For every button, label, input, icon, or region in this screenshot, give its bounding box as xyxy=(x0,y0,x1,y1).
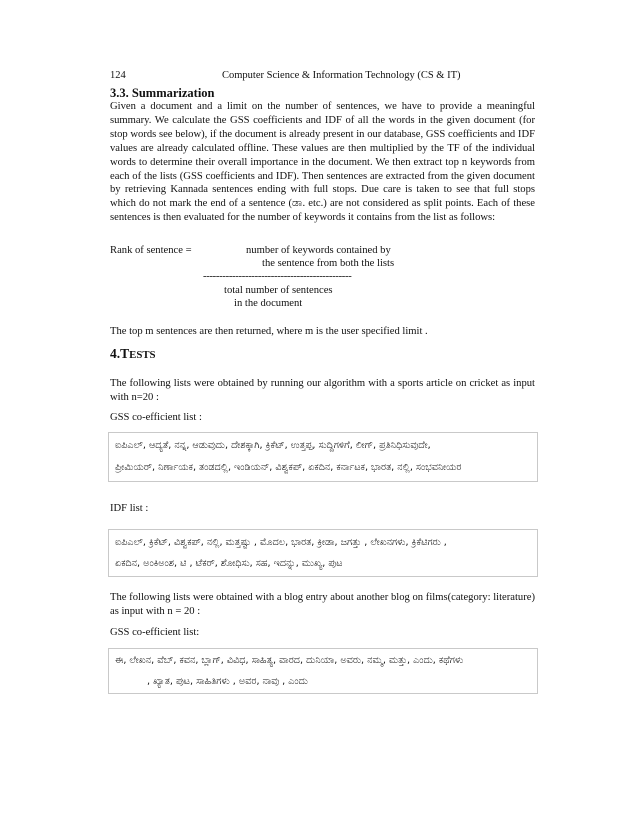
gss-list-2-line-1: ಈ, ಲೇಖನ, ವೆಬ್, ಕವನ, ಬ್ಲಾಗ್, ವಿವಿಧ, ಸಾಹಿತ್ಯ, ವಾರದ, ದುನಿಯಾ, ಅವರು, ನಮ್ಮ, ಮತ್ತು, ಎಂದು, ಕಥೆಗಳು xyxy=(115,655,464,666)
formula-denominator-2: in the document xyxy=(234,298,303,309)
after-formula-text: The top m sentences are then returned, where m is the user specified limit . xyxy=(110,326,428,337)
page-number: 124 xyxy=(110,70,126,81)
gss-list-1-line-1: ಐಪಿಎಲ್, ಆದ್ಯತೆ, ನನ್ನ, ಆಡುವುದು, ದೇಶಕ್ಕಾಗಿ, ಕ್ರಿಕೆಟ್, ಉತ್ತಪ್ಪ, ಸುದ್ದಿಗಳಿಗೆ, ಲೀಗ್, ಪ್ರತಿನಿಧಿಸುವುದೇ, xyxy=(115,440,431,451)
tests-intro: The following lists were obtained by running our algorithm with a sports article on cricket as input with n=20 : xyxy=(110,378,535,403)
idf-label: IDF list : xyxy=(110,503,149,514)
blog-intro: The following lists were obtained with a blog entry about another blog on films(category: literature) as input with n = 20 : xyxy=(110,592,535,617)
formula-numerator-1: number of keywords contained by xyxy=(246,245,391,256)
running-title: Computer Science & Information Technology (CS & IT) xyxy=(222,70,461,81)
gss-list-box-1 xyxy=(108,432,538,482)
section-title: 3.3. Summarization xyxy=(110,86,215,100)
summary-paragraph: Given a document and a limit on the number of sentences, we have to provide a meaningful summary. We calculate the GSS coefficients and IDF of all the words in the given document (for stop words see below), if the document is already present in our database, GSS coefficients and IDF values are already calculated offline. These values are then multiplied by the TF of the individual words to determine their overall importance in the document. We then extract top n keywords from each of the lists (GSS coefficients and IDF). Then sentences are extracted from the given document by retrieving Kannada sentences ending with full stops. Due care is taken to see that full stops which do not mark the end of a sentence (ಡಾ. etc.) are not considered as split points. Each of these sentences is then evaluated for the number of keywords it contains from the list as follows: xyxy=(110,101,535,224)
formula-denominator-1: total number of sentences xyxy=(224,285,333,296)
gss-list-2-line-2: , ಖ್ಯಾತ, ಪುಟ, ಸಾಹಿತಿಗಳು , ಅವರ, ನಾವು , ಎಂದು xyxy=(147,676,308,687)
gss-label-2: GSS co-efficient list: xyxy=(110,627,200,638)
gss-label-1: GSS co-efficient list : xyxy=(110,412,202,423)
idf-list-line-1: ಐಪಿಎಲ್, ಕ್ರಿಕೆಟ್, ವಿಶ್ವಕಪ್, ನಲ್ಲಿ, ಮತ್ತಷ್ಟು , ಮೊದಲ, ಭಾರತ, ಕ್ರೀಡಾ, ಜಗತ್ತು , ಲೇಖನಗಳು, ಕ್ರಿಕೆಟಿಗರು , xyxy=(115,537,447,548)
tests-heading-initial: 4.T xyxy=(110,346,130,361)
tests-heading xyxy=(110,346,156,362)
idf-list-line-2: ಏಕದಿನ, ಅಂಕಿಅಂಶ, ಟಿ , ಟೆಕರ್, ಶೋಧಿಸು, ಸಹ, ಇದನ್ನು, ಮುಖ್ಯ, ಪುಟ xyxy=(115,558,343,569)
formula-divider: ---------------------------------------------- xyxy=(203,271,352,282)
formula-lhs: Rank of sentence = xyxy=(110,245,192,256)
tests-heading-rest: ESTS xyxy=(129,349,156,361)
gss-list-box-2 xyxy=(108,648,538,694)
formula-numerator-2: the sentence from both the lists xyxy=(262,258,395,269)
gss-list-1-line-2: ಪ್ರೀಮಿಯರ್, ನಿರ್ಣಾಯಕ, ತಂಡದಲ್ಲಿ, ಇಂಡಿಯನ್, ವಿಶ್ವಕಪ್, ಏಕದಿನ, ಕರ್ನಾಟಕ, ಭಾರತ, ನಲ್ಲಿ, ಸಂಭವನೀಯರ xyxy=(115,462,462,473)
idf-list-box xyxy=(108,529,538,577)
